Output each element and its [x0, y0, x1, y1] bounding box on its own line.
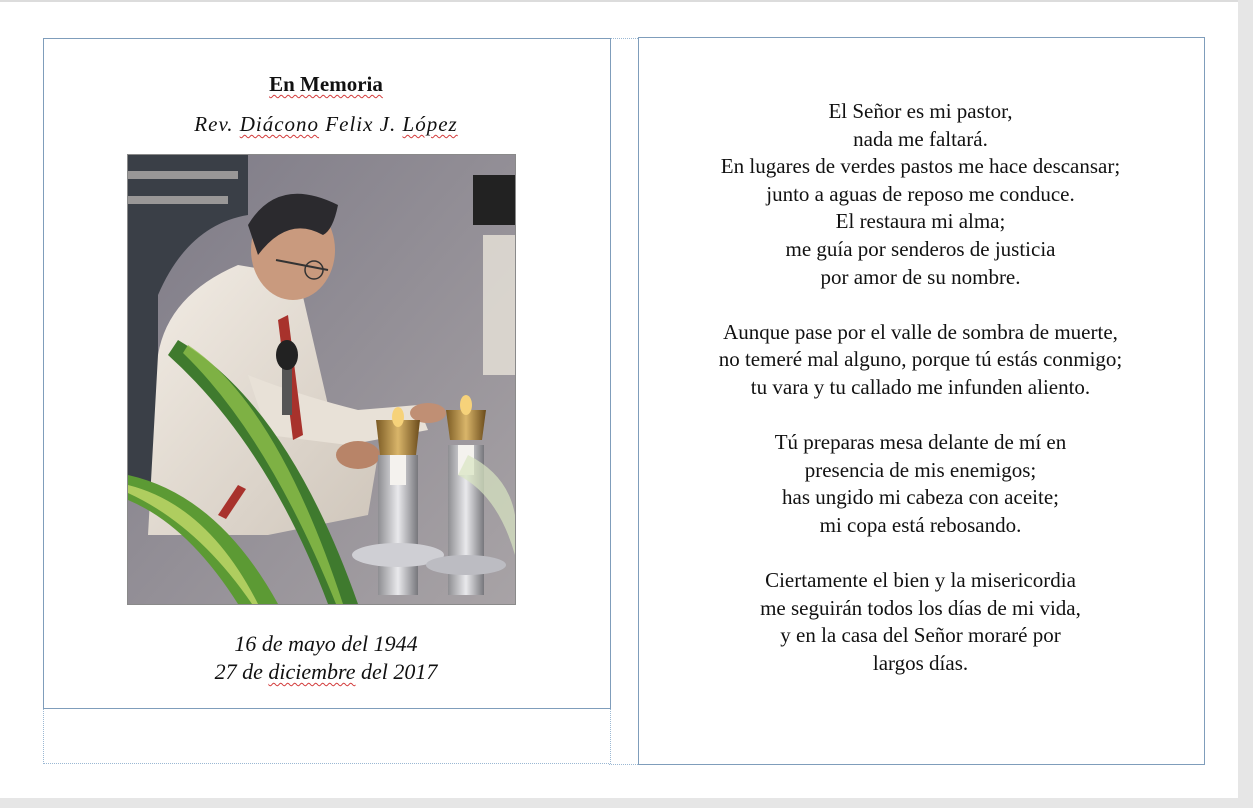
name-title-word: Diácono — [239, 112, 320, 136]
psalm-line: Ciertamente el bien y la misericordia — [765, 568, 1076, 593]
name-surname: López — [402, 112, 458, 136]
psalm-line: me guía por senderos de justicia — [785, 236, 1056, 261]
gutter-guide — [609, 38, 638, 765]
psalm-stanza — [638, 98, 1203, 291]
memorial-photo[interactable] — [127, 154, 516, 605]
memorial-dates[interactable] — [43, 630, 609, 686]
psalm-line: Aunque pase por el valle de sombra de muerte, — [723, 319, 1118, 344]
psalm-line: has ungido mi cabeza con aceite; — [782, 485, 1059, 510]
death-date — [43, 658, 609, 686]
psalm-line: y en la casa del Señor moraré por — [780, 623, 1061, 648]
deacon-name[interactable] — [43, 112, 609, 137]
death-date-month: diciembre — [268, 659, 356, 684]
name-prefix: Rev. — [194, 112, 240, 136]
psalm-line: mi copa está rebosando. — [819, 512, 1022, 537]
death-date-post: del 2017 — [355, 659, 438, 684]
psalm-text[interactable] — [638, 98, 1203, 705]
psalm-line: no temeré mal alguno, porque tú estás conmigo; — [718, 347, 1123, 372]
psalm-line: El restaura mi alma; — [835, 209, 1006, 234]
psalm-line: presencia de mis enemigos; — [804, 457, 1037, 482]
psalm-line: nada me faltará. — [853, 126, 988, 151]
psalm-line: En lugares de verdes pastos me hace descansar; — [720, 154, 1121, 179]
psalm-line: El Señor es mi pastor, — [828, 99, 1013, 123]
psalm-stanza — [638, 319, 1203, 402]
page-right-edge — [1238, 0, 1253, 808]
name-middle: Felix J. — [319, 112, 403, 136]
memorial-title[interactable] — [43, 72, 609, 97]
photo-illustration — [128, 155, 515, 604]
psalm-stanza — [638, 567, 1203, 677]
page-top-edge — [0, 0, 1238, 2]
psalm-stanza — [638, 429, 1203, 539]
left-bottom-guide — [43, 707, 611, 764]
psalm-line: por amor de su nombre. — [820, 264, 1021, 289]
psalm-line: tu vara y tu callado me infunden aliento. — [750, 374, 1091, 399]
death-date-pre: 27 de — [214, 659, 269, 684]
birth-date: 16 de mayo del 1944 — [234, 631, 418, 656]
psalm-line: largos días. — [872, 650, 969, 675]
psalm-line: Tú preparas mesa delante de mí en — [774, 430, 1067, 455]
memorial-title-word: En Memoria — [269, 72, 383, 96]
psalm-line: me seguirán todos los días de mi vida, — [760, 595, 1081, 620]
page-bottom-edge — [0, 798, 1253, 808]
psalm-line: junto a aguas de reposo me conduce. — [766, 181, 1075, 206]
